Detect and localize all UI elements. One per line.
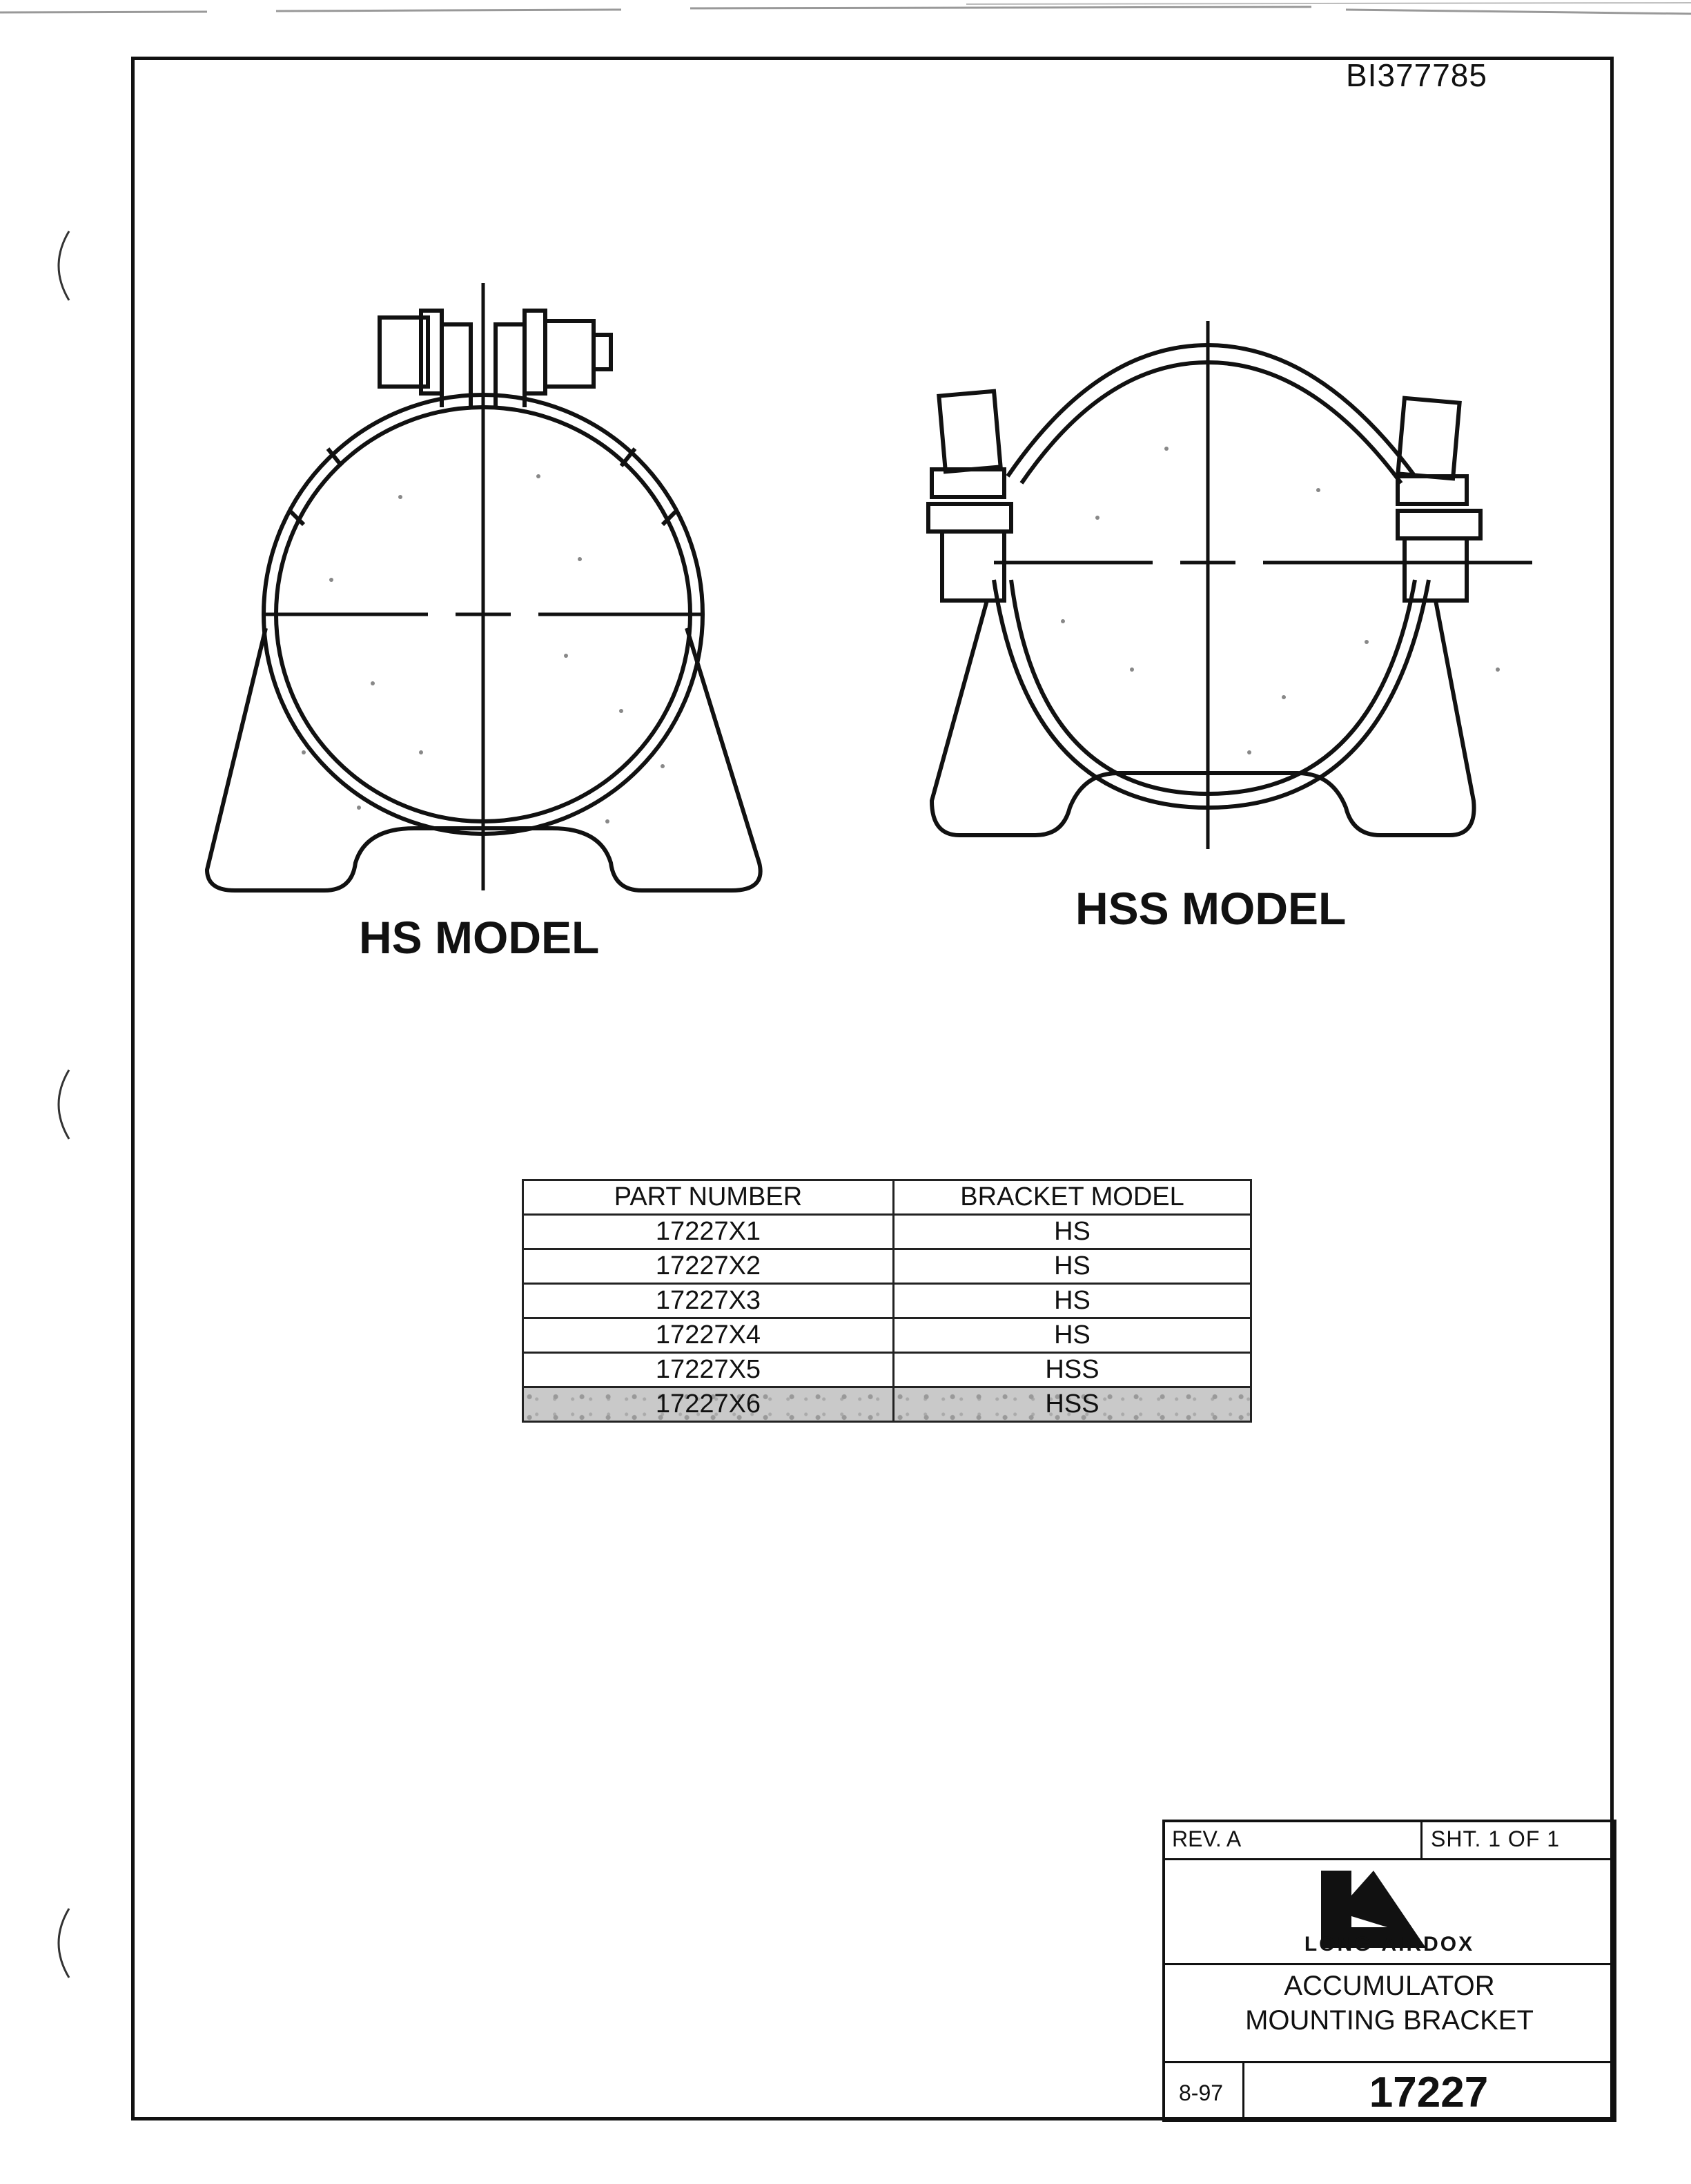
company-name: LONG-AIRDOX — [1304, 1933, 1475, 1956]
hss-model-drawing — [890, 311, 1553, 884]
part-number-cell: 17227X5 — [523, 1353, 894, 1387]
bracket-model-cell: HS — [894, 1284, 1251, 1318]
punch-hole-mark — [41, 1905, 83, 1981]
bracket-model-cell: HS — [894, 1249, 1251, 1284]
drawing-date: 8-97 — [1179, 2080, 1224, 2105]
table-row — [523, 1249, 1251, 1284]
part-number-cell: 17227X4 — [523, 1318, 894, 1353]
part-number-cell: 17227X6 — [523, 1387, 894, 1422]
table-row — [523, 1215, 1251, 1249]
divider — [1165, 1858, 1614, 1860]
sheet-cell — [1420, 1822, 1617, 1858]
table-header-row — [523, 1180, 1251, 1215]
drawing-title-line: ACCUMULATOR — [1284, 1971, 1495, 2001]
date-cell — [1165, 2061, 1244, 2122]
sheet-label: SHT. 1 OF 1 — [1431, 1826, 1561, 1851]
parts-table — [522, 1179, 1252, 1423]
title-block — [1162, 1820, 1616, 2122]
punch-hole-mark — [41, 1066, 83, 1142]
table-row — [523, 1318, 1251, 1353]
bracket-model-cell: HS — [894, 1318, 1251, 1353]
part-number-cell: 17227X2 — [523, 1249, 894, 1284]
table-row — [523, 1353, 1251, 1387]
scan-edge-artifact — [0, 0, 1691, 28]
hs-model-drawing — [193, 269, 801, 911]
bracket-model-cell: HSS — [894, 1387, 1251, 1422]
hss-model-label: HSS MODEL — [1075, 883, 1347, 934]
bracket-model-cell: HSS — [894, 1353, 1251, 1387]
drawing-number: 17227 — [1369, 2069, 1489, 2116]
part-number-cell: 17227X3 — [523, 1284, 894, 1318]
column-header: PART NUMBER — [523, 1180, 894, 1215]
revision-label: REV. A — [1172, 1826, 1242, 1851]
column-header: BRACKET MODEL — [894, 1180, 1251, 1215]
drawing-title — [1165, 1969, 1614, 2038]
part-number-cell: 17227X1 — [523, 1215, 894, 1249]
punch-hole-mark — [41, 228, 83, 304]
drawing-title-line: MOUNTING BRACKET — [1245, 2005, 1534, 2036]
divider — [1165, 1963, 1614, 1965]
table-row — [523, 1387, 1251, 1422]
bracket-model-cell: HS — [894, 1215, 1251, 1249]
document-id: BI377785 — [1346, 57, 1487, 93]
hs-model-label: HS MODEL — [359, 912, 600, 963]
table-row — [523, 1284, 1251, 1318]
